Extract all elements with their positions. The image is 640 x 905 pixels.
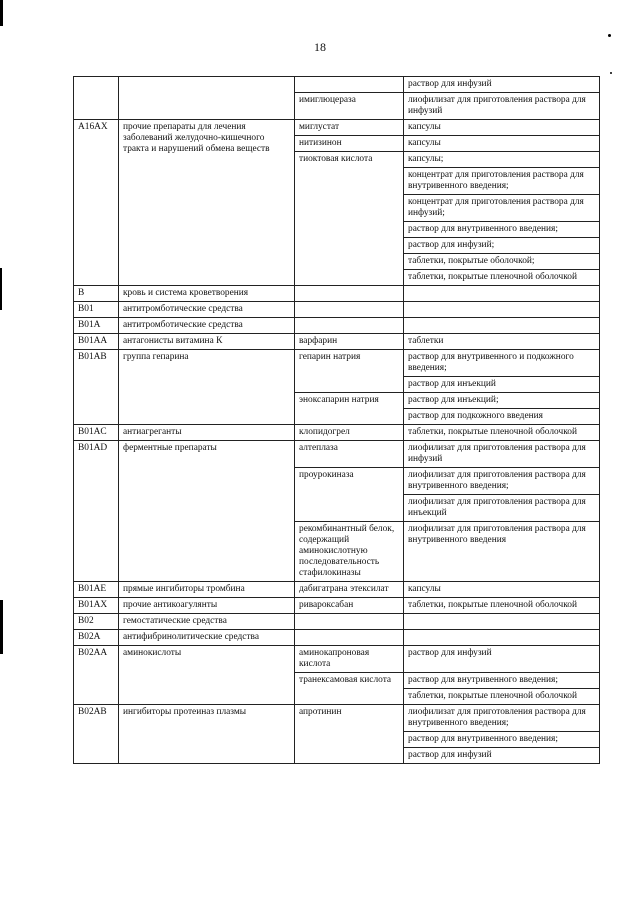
- atc-group-cell: кровь и система кроветворения: [119, 286, 295, 302]
- substance-cell: проурокиназа: [295, 468, 404, 522]
- dosage-form-cell: [404, 318, 600, 334]
- substance-cell: эноксапарин натрия: [295, 393, 404, 425]
- scan-mark: [0, 600, 3, 654]
- dosage-form-cell: [404, 302, 600, 318]
- substance-cell: имиглюцераза: [295, 93, 404, 120]
- atc-code-cell: B01AA: [74, 334, 119, 350]
- atc-code-cell: B01A: [74, 318, 119, 334]
- dosage-form-cell: раствор для инъекций: [404, 377, 600, 393]
- dosage-form-cell: таблетки, покрытые пленочной оболочкой: [404, 270, 600, 286]
- dosage-form-cell: раствор для инфузий: [404, 748, 600, 764]
- dosage-form-cell: лиофилизат для приготовления раствора для внутривенного введения: [404, 522, 600, 582]
- substance-cell: [295, 630, 404, 646]
- dosage-form-cell: раствор для инфузий: [404, 77, 600, 93]
- atc-code-cell: B02AB: [74, 705, 119, 764]
- atc-code-cell: B02: [74, 614, 119, 630]
- table-row: [74, 302, 600, 318]
- scan-dot: [608, 34, 611, 37]
- substance-cell: [295, 302, 404, 318]
- substance-cell: [295, 286, 404, 302]
- atc-code-cell: B02AA: [74, 646, 119, 705]
- dosage-form-cell: таблетки, покрытые пленочной оболочкой: [404, 598, 600, 614]
- atc-group-cell: антитромботические средства: [119, 302, 295, 318]
- dosage-form-cell: раствор для подкожного введения: [404, 409, 600, 425]
- atc-code-cell: B01AX: [74, 598, 119, 614]
- substance-cell: миглустат: [295, 120, 404, 136]
- dosage-form-cell: концентрат для приготовления раствора для инфузий;: [404, 195, 600, 222]
- atc-code-cell: B: [74, 286, 119, 302]
- dosage-form-cell: лиофилизат для приготовления раствора для внутривенного введения;: [404, 705, 600, 732]
- table-row: [74, 77, 600, 93]
- dosage-form-cell: [404, 614, 600, 630]
- table-row: [74, 334, 600, 350]
- atc-code-cell: B01AC: [74, 425, 119, 441]
- substance-cell: транексамовая кислота: [295, 673, 404, 705]
- substance-cell: аминокапроновая кислота: [295, 646, 404, 673]
- scan-mark: [0, 268, 2, 310]
- substance-cell: алтеплаза: [295, 441, 404, 468]
- atc-group-cell: прочие препараты для лечения заболеваний желудочно-кишечного тракта и нарушений обмена веществ: [119, 120, 295, 286]
- table-row: [74, 441, 600, 468]
- dosage-form-cell: капсулы: [404, 582, 600, 598]
- scan-dot: [610, 72, 612, 74]
- atc-group-cell: антиагреганты: [119, 425, 295, 441]
- dosage-form-cell: таблетки: [404, 334, 600, 350]
- dosage-form-cell: таблетки, покрытые оболочкой;: [404, 254, 600, 270]
- table-row: [74, 705, 600, 732]
- substance-cell: [295, 318, 404, 334]
- table-row: [74, 425, 600, 441]
- atc-code-cell: B02A: [74, 630, 119, 646]
- atc-group-cell: [119, 77, 295, 120]
- atc-group-cell: аминокислоты: [119, 646, 295, 705]
- table-row: [74, 582, 600, 598]
- substance-cell: гепарин натрия: [295, 350, 404, 393]
- substance-cell: тиоктовая кислота: [295, 152, 404, 286]
- dosage-form-cell: концентрат для приготовления раствора для внутривенного введения;: [404, 168, 600, 195]
- atc-group-cell: группа гепарина: [119, 350, 295, 425]
- table-row: [74, 350, 600, 377]
- atc-group-cell: прямые ингибиторы тромбина: [119, 582, 295, 598]
- atc-code-cell: B01AB: [74, 350, 119, 425]
- atc-group-cell: ферментные препараты: [119, 441, 295, 582]
- atc-group-cell: антагонисты витамина К: [119, 334, 295, 350]
- dosage-form-cell: [404, 286, 600, 302]
- dosage-form-cell: раствор для инфузий;: [404, 238, 600, 254]
- atc-code-cell: B01AE: [74, 582, 119, 598]
- dosage-form-cell: капсулы: [404, 120, 600, 136]
- dosage-form-cell: [404, 630, 600, 646]
- table-row: [74, 120, 600, 136]
- dosage-form-cell: таблетки, покрытые пленочной оболочкой: [404, 689, 600, 705]
- dosage-form-cell: раствор для инъекций;: [404, 393, 600, 409]
- dosage-form-cell: раствор для внутривенного введения;: [404, 222, 600, 238]
- dosage-form-cell: лиофилизат для приготовления раствора для инфузий: [404, 441, 600, 468]
- dosage-form-cell: раствор для внутривенного введения;: [404, 732, 600, 748]
- page-number: 18: [314, 40, 326, 54]
- substance-cell: ривароксабан: [295, 598, 404, 614]
- dosage-form-cell: лиофилизат для приготовления раствора для инфузий: [404, 93, 600, 120]
- atc-group-cell: гемостатические средства: [119, 614, 295, 630]
- scan-mark: [0, 0, 3, 26]
- dosage-form-cell: таблетки, покрытые пленочной оболочкой: [404, 425, 600, 441]
- table-row: [74, 286, 600, 302]
- dosage-form-cell: раствор для внутривенного введения;: [404, 673, 600, 689]
- atc-group-cell: антитромботические средства: [119, 318, 295, 334]
- table-row: [74, 630, 600, 646]
- substance-cell: [295, 614, 404, 630]
- atc-code-cell: [74, 77, 119, 120]
- drug-table: [73, 76, 600, 764]
- substance-cell: апротинин: [295, 705, 404, 764]
- substance-cell: [295, 77, 404, 93]
- dosage-form-cell: раствор для внутривенного и подкожного введения;: [404, 350, 600, 377]
- dosage-form-cell: капсулы;: [404, 152, 600, 168]
- atc-code-cell: B01AD: [74, 441, 119, 582]
- atc-code-cell: B01: [74, 302, 119, 318]
- dosage-form-cell: раствор для инфузий: [404, 646, 600, 673]
- substance-cell: нитизинон: [295, 136, 404, 152]
- atc-code-cell: A16AX: [74, 120, 119, 286]
- atc-group-cell: прочие антикоагулянты: [119, 598, 295, 614]
- table-row: [74, 318, 600, 334]
- dosage-form-cell: капсулы: [404, 136, 600, 152]
- table-row: [74, 646, 600, 673]
- dosage-form-cell: лиофилизат для приготовления раствора для инъекций: [404, 495, 600, 522]
- substance-cell: варфарин: [295, 334, 404, 350]
- table-row: [74, 614, 600, 630]
- substance-cell: дабигатрана этексилат: [295, 582, 404, 598]
- atc-group-cell: ингибиторы протеиназ плазмы: [119, 705, 295, 764]
- atc-group-cell: антифибринолитические средства: [119, 630, 295, 646]
- substance-cell: рекомбинантный белок, содержащий аминокислотную последовательность стафилокиназы: [295, 522, 404, 582]
- dosage-form-cell: лиофилизат для приготовления раствора для внутривенного введения;: [404, 468, 600, 495]
- substance-cell: клопидогрел: [295, 425, 404, 441]
- table-row: [74, 598, 600, 614]
